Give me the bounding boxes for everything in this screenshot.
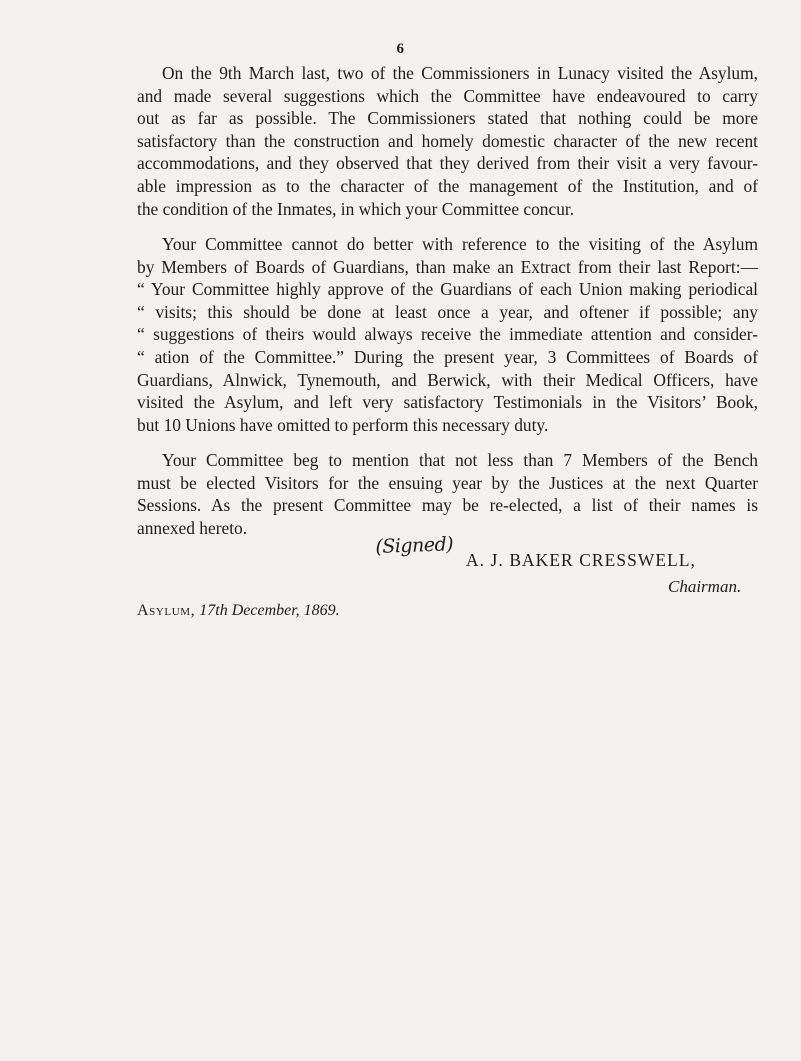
dateline-date: 17th December, 1869. (199, 602, 340, 619)
text-line: must be elected Visitors for the ensuing year by the Justices at the next Quarter (137, 472, 758, 493)
text-line: visited the Asylum, and left very satisfactory Testimonials in the Visitors’ Book, (137, 392, 758, 413)
text-line: and made several suggestions which the Committee have endeavoured to carry (137, 85, 758, 106)
text-line: satisfactory than the construction and homely domestic character of the new recent (137, 130, 758, 151)
signatory-name: A. J. BAKER CRESSWELL, (466, 550, 697, 570)
text-line: Your Committee cannot do better with reference to the visiting of the Asylum (162, 234, 758, 254)
paragraph-commissioners-visit (137, 62, 758, 220)
text-line: the condition of the Inmates, in which your Committee concur. (137, 198, 575, 219)
text-line: On the 9th March last, two of the Commissioners in Lunacy visited the Asylum, (162, 63, 758, 83)
text-line: annexed hereto. (137, 517, 248, 538)
text-line: Your Committee beg to mention that not less than 7 Members of the Bench (162, 450, 758, 470)
paragraph-guardians-visits (137, 233, 758, 436)
text-line: but 10 Unions have omitted to perform this necessary duty. (137, 414, 549, 435)
text-line: “ ation of the Committee.” During the present year, 3 Committees of Boards of (137, 346, 758, 367)
text-line: “ visits; this should be done at least once a year, and oftener if possible; any (137, 301, 758, 322)
text-line: Guardians, Alnwick, Tynemouth, and Berwick, with their Medical Officers, have (137, 369, 758, 390)
dateline (137, 602, 340, 620)
text-line: by Members of Boards of Guardians, than make an Extract from their last Report:— (137, 256, 758, 277)
text-line: Sessions. As the present Committee may be re-elected, a list of their names is (137, 495, 758, 516)
page-number: 6 (396, 41, 405, 57)
text-line: able impression as to the character of the management of the Institution, and of (137, 175, 758, 196)
signed-note: (Signed) (375, 533, 454, 558)
text-line: out as far as possible. The Commissioners stated that nothing could be more (137, 108, 758, 129)
signatory-title: Chairman. (668, 577, 742, 596)
dateline-place: Asylum, (137, 602, 196, 619)
text-line: “ Your Committee highly approve of the Guardians of each Union making periodical (137, 279, 758, 300)
text-line: accommodations, and they observed that they derived from their visit a very favour- (137, 153, 758, 174)
text-line: “ suggestions of theirs would always receive the immediate attention and consider- (137, 324, 758, 345)
paragraph-bench-visitors (137, 449, 758, 539)
